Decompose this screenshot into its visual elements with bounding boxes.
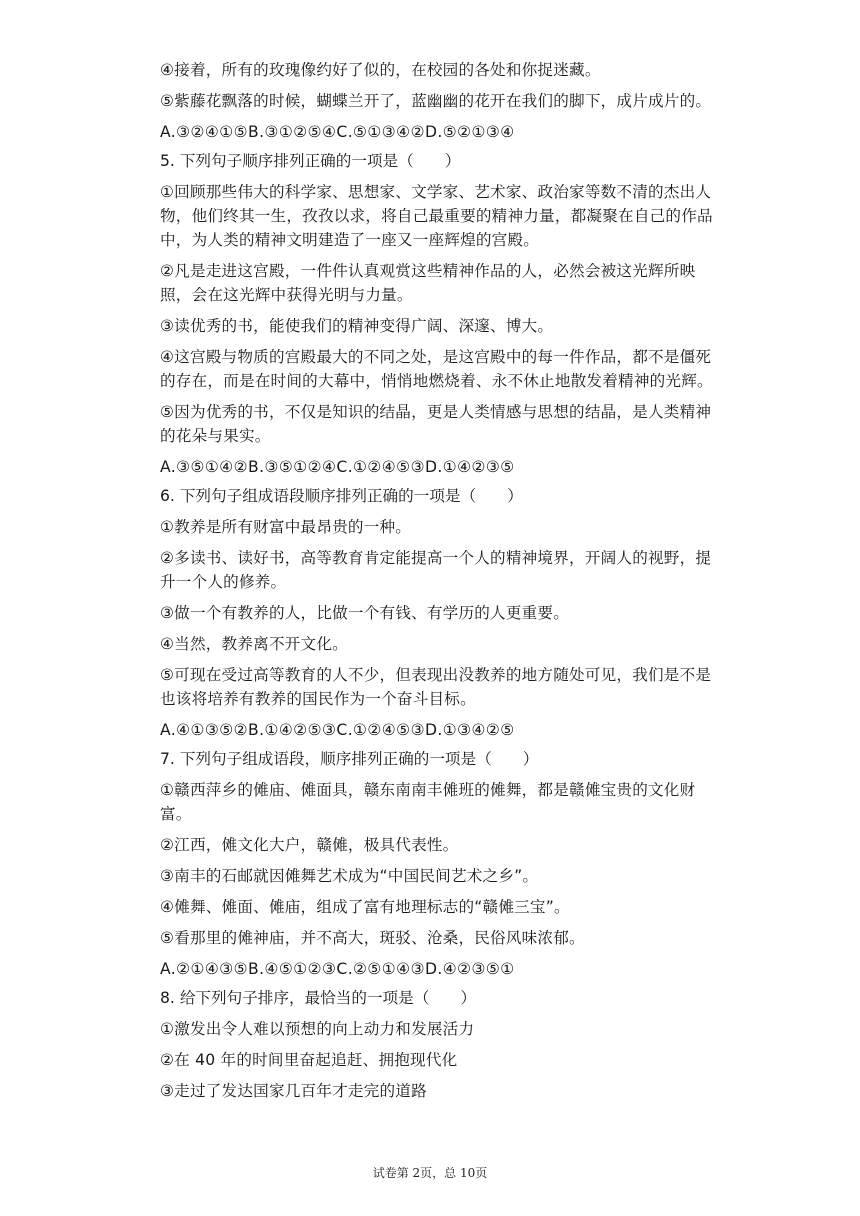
- question-stem: 6. 下列句子组成语段顺序排列正确的一项是（ ）: [160, 487, 523, 505]
- sentence-line: ②凡是走进这宫殿，一件件认真观赏这些精神作品的人，必然会被这光辉所映照，会在这光辉中获得光明与力量。: [160, 262, 696, 304]
- sentence-line: ⑤看那里的傩神庙，并不高大，斑驳、沧桑，民俗风味浓郁。: [160, 929, 585, 947]
- sentence-line: ④接着，所有的玫瑰像约好了似的，在校园的各处和你捉迷藏。: [160, 61, 601, 79]
- page-content: [160, 58, 720, 1110]
- question-stem: 5. 下列句子顺序排列正确的一项是（ ）: [160, 152, 461, 170]
- sentence-line: ⑤可现在受过高等教育的人不少，但表现出没教养的地方随处可见，我们是不是也该将培养有教养的国民作为一个奋斗目标。: [160, 666, 712, 708]
- answer-options: A.②①④③⑤B.④⑤①②③C.②⑤①④③D.④②③⑤①: [160, 960, 515, 978]
- sentence-line: ⑤紫藤花飘落的时候，蝴蝶兰开了，蓝幽幽的花开在我们的脚下，成片成片的。: [160, 92, 712, 110]
- sentence-line: ①回顾那些伟大的科学家、思想家、文学家、艺术家、政治家等数不清的杰出人物，他们终其一生，孜孜以求，将自己最重要的精神力量，都凝聚在自己的作品中，为人类的精神文明建造了一座又一座辉煌的宫殿。: [160, 183, 713, 249]
- sentence-line: ④当然，教养离不开文化。: [160, 635, 348, 653]
- sentence-line: ④这宫殿与物质的宫殿最大的不同之处，是这宫殿中的每一件作品，都不是僵死的存在，而是在时间的大幕中，悄悄地燃烧着、永不休止地散发着精神的光辉。: [160, 348, 713, 390]
- sentence-line: ③做一个有教养的人，比做一个有钱、有学历的人更重要。: [160, 604, 570, 622]
- sentence-line: ②在 40 年的时间里奋起追赶、拥抱现代化: [160, 1051, 458, 1069]
- page-footer: 试卷第 2页，总 10页: [372, 1166, 488, 1180]
- sentence-line: ②多读书、读好书，高等教育肯定能提高一个人的精神境界，开阔人的视野，提升一个人的修养。: [160, 549, 712, 591]
- answer-options: A.③②④①⑤B.③①②⑤④C.⑤①③④②D.⑤②①③④: [160, 123, 515, 141]
- sentence-line: ①激发出令人难以预想的向上动力和发展活力: [160, 1020, 475, 1038]
- sentence-line: ②江西，傩文化大户，赣傩，极具代表性。: [160, 836, 459, 854]
- sentence-line: ③南丰的石邮就因傩舞艺术成为“中国民间艺术之乡”。: [160, 867, 539, 885]
- question-stem: 7. 下列句子组成语段，顺序排列正确的一项是（ ）: [160, 750, 539, 768]
- sentence-line: ④傩舞、傩面、傩庙，组成了富有地理标志的“赣傩三宝”。: [160, 898, 570, 916]
- sentence-line: ③走过了发达国家几百年才走完的道路: [160, 1082, 427, 1100]
- question-stem: 8. 给下列句子排序，最恰当的一项是（ ）: [160, 989, 477, 1007]
- answer-options: A.③⑤①④②B.③⑤①②④C.①②④⑤③D.①④②③⑤: [160, 458, 515, 476]
- answer-options: A.④①③⑤②B.①④②⑤③C.①②④⑤③D.①③④②⑤: [160, 721, 515, 739]
- sentence-line: ①赣西萍乡的傩庙、傩面具，赣东南南丰傩班的傩舞，都是赣傩宝贵的文化财富。: [160, 781, 696, 823]
- sentence-line: ③读优秀的书，能使我们的精神变得广阔、深邃、博大。: [160, 317, 554, 335]
- sentence-line: ⑤因为优秀的书，不仅是知识的结晶，更是人类情感与思想的结晶，是人类精神的花朵与果实。: [160, 403, 712, 445]
- sentence-line: ①教养是所有财富中最昂贵的一种。: [160, 518, 412, 536]
